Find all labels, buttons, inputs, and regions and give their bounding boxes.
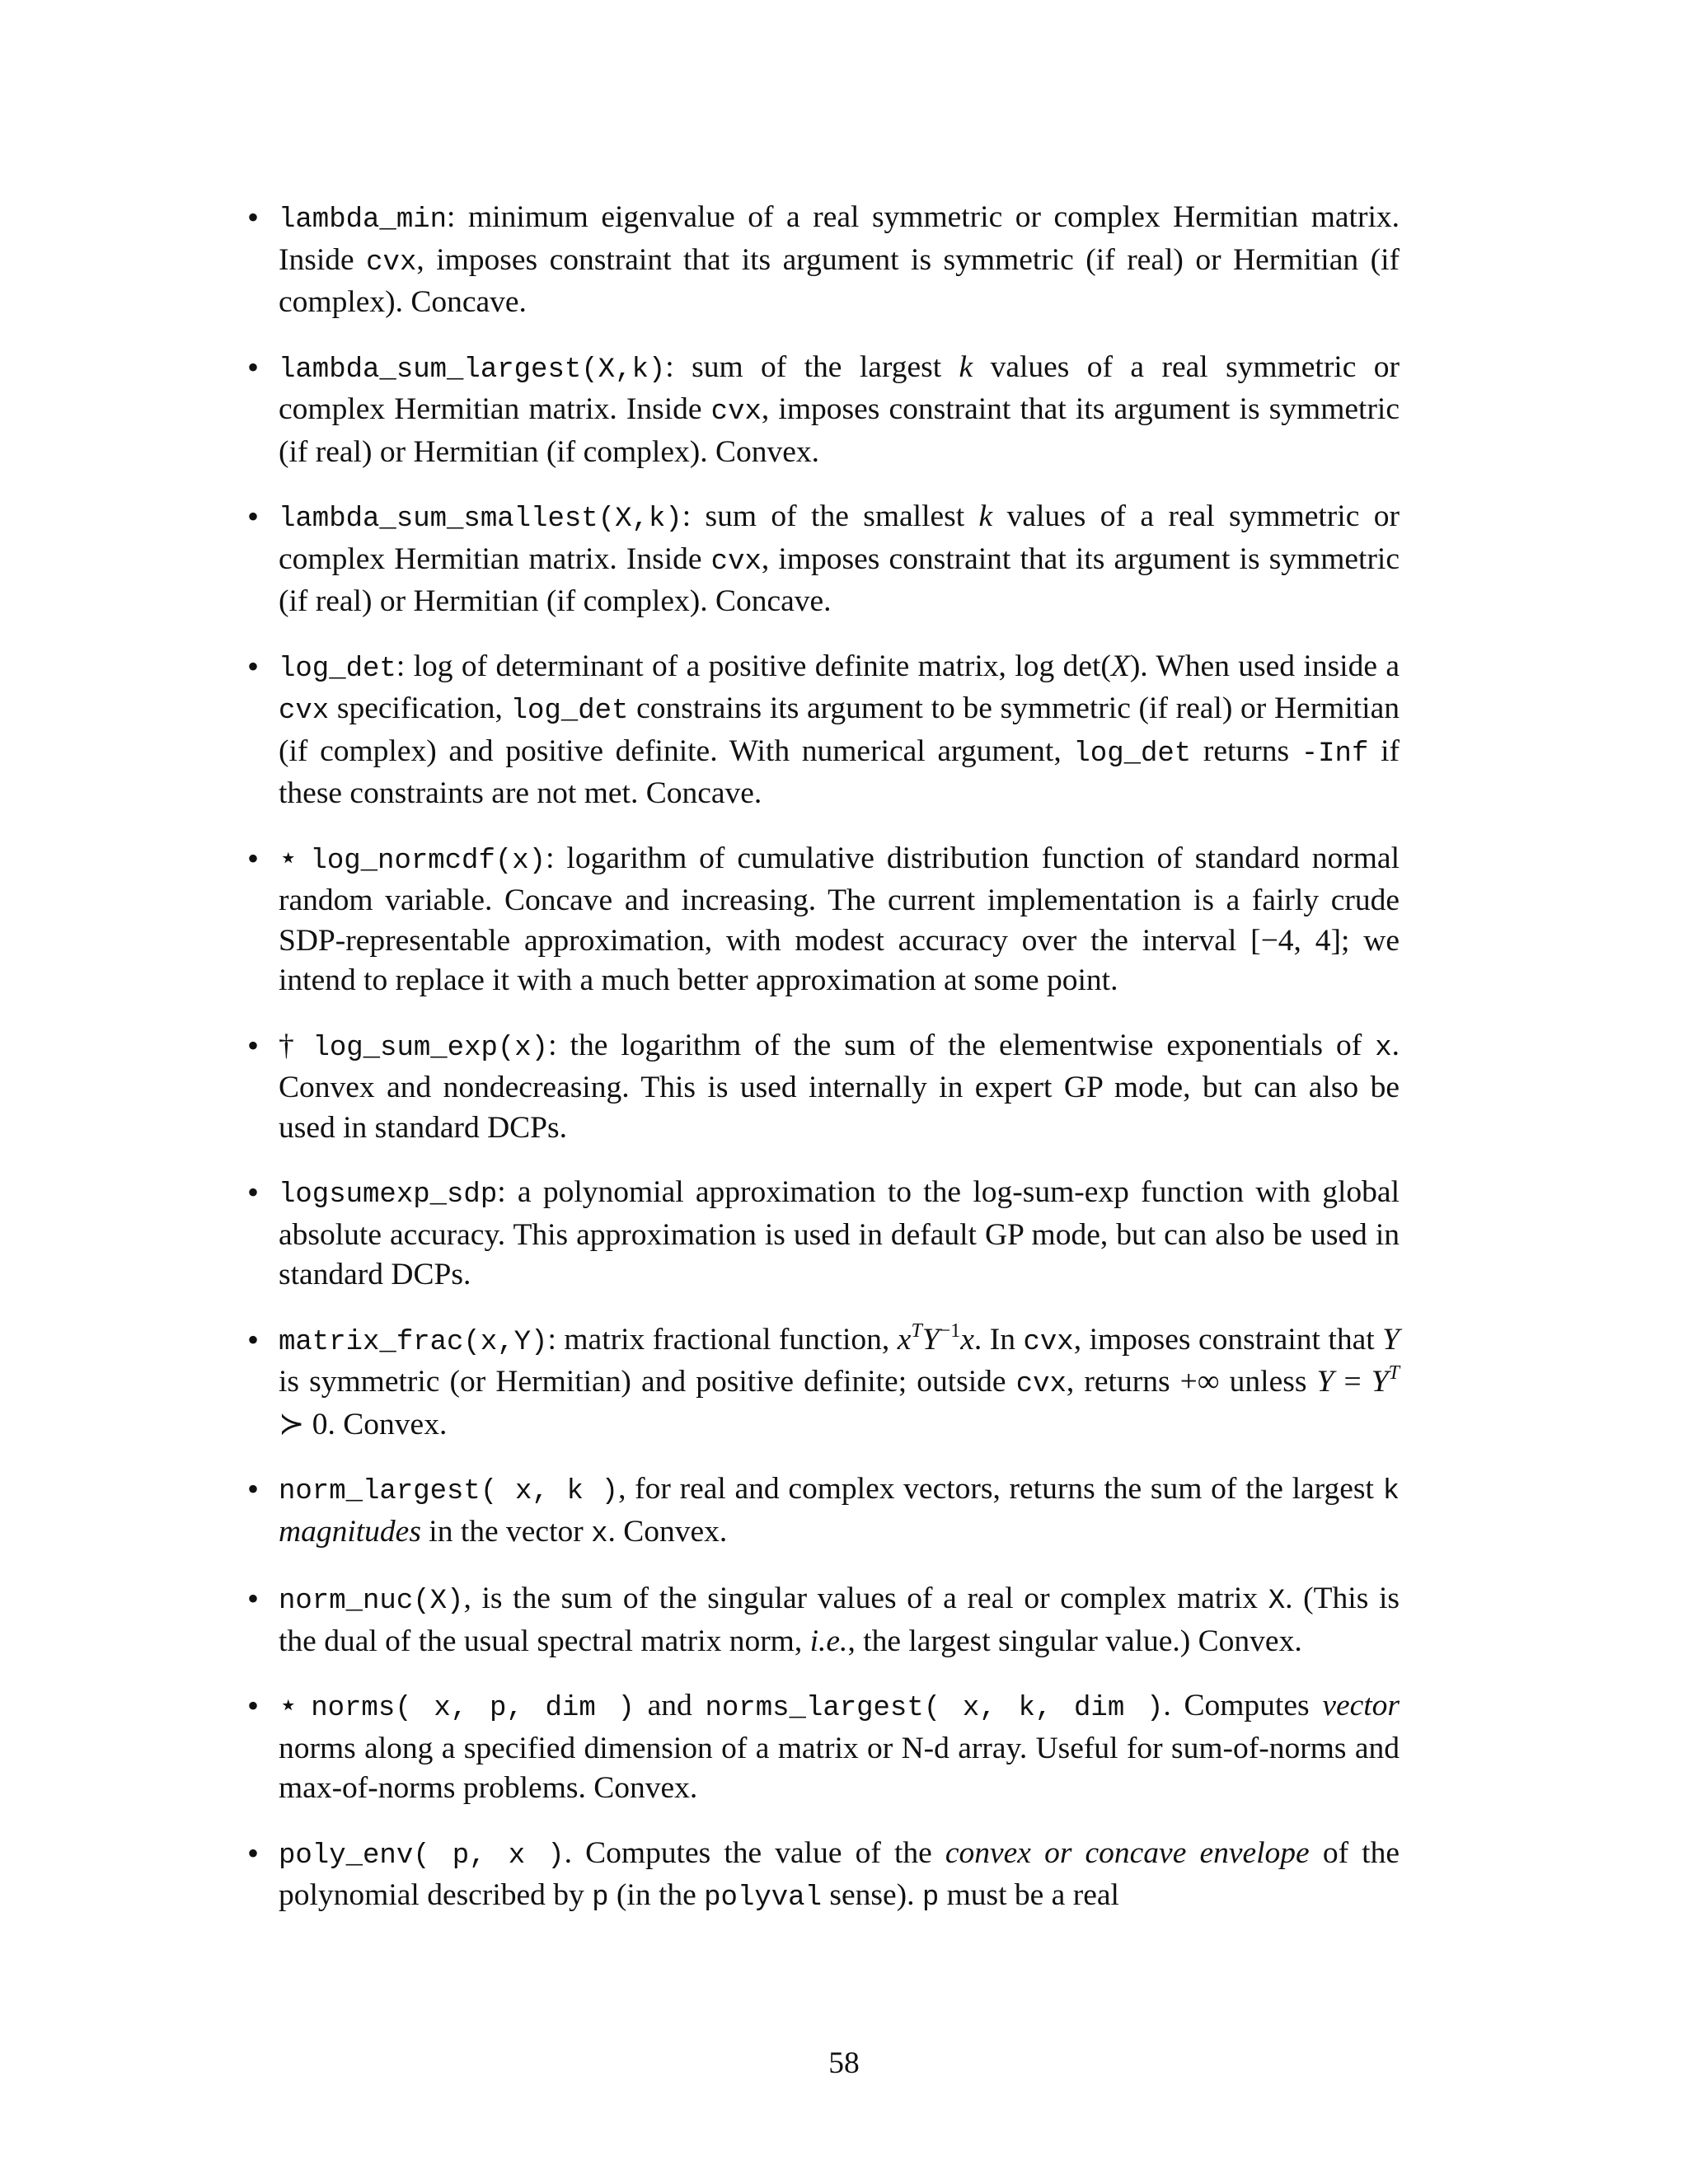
- list-item-matrix-frac: [247, 1319, 1400, 1446]
- function-name: poly_env( p, x ): [279, 1840, 565, 1872]
- function-name: norms_largest( x, k, dim ): [705, 1693, 1164, 1724]
- description-text: is symmetric (or Hermitian) and positive definite; outside: [279, 1365, 1016, 1399]
- bullet-icon: •: [247, 1834, 260, 1872]
- bullet-icon: •: [247, 199, 260, 236]
- code-cvx: cvx: [1023, 1326, 1074, 1358]
- math-expression: $Y = Y^T$ ≻ 0: [279, 1362, 1400, 1441]
- code-cvx: cvx: [366, 246, 417, 279]
- function-name: log_det: [279, 653, 396, 685]
- list-item-norm-nuc: [247, 1579, 1400, 1661]
- description-text: : sum of the largest: [665, 349, 959, 384]
- bullet-icon: •: [247, 498, 260, 535]
- emphasis-text: vector: [1322, 1689, 1400, 1722]
- description-text: of the polynomial described by: [279, 1835, 1400, 1912]
- code-log-det: log_det: [1073, 738, 1192, 770]
- list-item-log-normcdf: [247, 839, 1400, 1001]
- description-text: (in the: [608, 1878, 705, 1912]
- description-text: : minimum eigenvalue of a real symmetric or complex Hermitian matrix. Inside: [279, 200, 1400, 277]
- description-text: , the largest singular value.) Convex.: [847, 1624, 1302, 1658]
- description-text: , returns +∞ unless: [1066, 1365, 1317, 1399]
- description-text: , imposes constraint that its argument is symmetric (if real) or Hermitian (if complex). Concave.: [279, 242, 1400, 319]
- description-text: : sum of the smallest: [682, 499, 979, 533]
- list-item-lambda-sum-largest: [247, 348, 1400, 473]
- emphasis-text: convex or concave envelope: [945, 1835, 1310, 1870]
- dagger-icon: †: [279, 1028, 300, 1062]
- code-cvx: cvx: [1015, 1369, 1067, 1400]
- list-item-lambda-min: [247, 198, 1400, 323]
- description-text: values of a real symmetric or complex Hermitian matrix. Inside: [279, 349, 1400, 426]
- description-text: specification,: [329, 691, 511, 725]
- code-x: x: [1375, 1032, 1392, 1064]
- description-text: . Convex and nondecreasing. This is used internally in expert GP mode, but can also be used in standard DCPs.: [279, 1028, 1400, 1145]
- function-name: norms( x, p, dim ): [311, 1693, 635, 1724]
- bullet-icon: •: [247, 1174, 260, 1211]
- description-text: : log of determinant of a positive definite matrix, log det(: [396, 649, 1111, 683]
- page-number: 58: [828, 2046, 860, 2080]
- function-name: matrix_frac(x,Y): [279, 1326, 548, 1358]
- code-X: X: [1268, 1586, 1286, 1617]
- code-k: k: [1382, 1476, 1400, 1507]
- description-text: ). When used inside a: [1129, 649, 1400, 683]
- description-text: . In: [973, 1322, 1024, 1357]
- math-variable: k: [978, 499, 993, 533]
- bullet-icon: •: [247, 1687, 260, 1724]
- function-name: lambda_sum_smallest(X,k): [279, 504, 682, 535]
- description-text: . (This is the dual of the usual spectral matrix norm,: [279, 1582, 1400, 1658]
- description-text: norms along a specified dimension of a matrix or N-d array. Useful for sum-of-norms and max-of-norms problems. Convex.: [279, 1731, 1400, 1805]
- function-name: lambda_sum_largest(X,k): [279, 354, 666, 386]
- function-name: norm_nuc(X): [279, 1586, 464, 1617]
- code-x: x: [591, 1518, 608, 1550]
- function-name: lambda_min: [279, 204, 448, 236]
- description-text: : logarithm of cumulative distribution function of standard normal random variable. Concave and increasing. The current implementation is a fairly crude SDP-representable approximation, with modest accuracy over the interval [−4, 4]; we intend to replace it with a much better approximation at some point.: [279, 841, 1400, 997]
- description-text: . Convex.: [607, 1514, 728, 1549]
- emphasis-text: magnitudes: [279, 1514, 421, 1549]
- description-text: sense).: [821, 1878, 922, 1912]
- description-text: values of a real symmetric or complex Hermitian matrix. Inside: [279, 499, 1400, 576]
- code-polyval: polyval: [704, 1882, 822, 1914]
- code-log-det: log_det: [510, 696, 629, 727]
- description-text: must be a real: [939, 1878, 1119, 1912]
- description-text: , imposes constraint that its argument is symmetric (if real) or Hermitian (if complex). Convex.: [279, 392, 1400, 469]
- bullet-icon: •: [247, 839, 260, 877]
- math-variable: k: [959, 349, 973, 384]
- list-item-lambda-sum-smallest: [247, 497, 1400, 622]
- function-name: logsumexp_sdp: [279, 1179, 498, 1211]
- list-item-poly-env: [247, 1834, 1400, 1919]
- star-icon: ⋆: [279, 1689, 298, 1722]
- description-text: . Computes the value of the: [564, 1835, 945, 1870]
- bullet-icon: •: [247, 1470, 260, 1507]
- description-text: , for real and complex vectors, returns the sum of the largest: [618, 1472, 1383, 1506]
- function-name: log_sum_exp(x): [312, 1032, 549, 1064]
- bullet-icon: •: [247, 1320, 260, 1358]
- bullet-icon: •: [247, 1026, 260, 1064]
- description-text: and: [634, 1689, 706, 1722]
- function-name: norm_largest( x, k ): [279, 1476, 619, 1507]
- description-text: , imposes constraint that its argument is symmetric (if real) or Hermitian (if complex). Concave.: [279, 541, 1400, 618]
- description-text: , imposes constraint that: [1073, 1322, 1383, 1357]
- list-item-logsumexp-sdp: [247, 1173, 1400, 1296]
- emphasis-text: i.e.: [809, 1624, 848, 1658]
- star-icon: ⋆: [279, 841, 298, 875]
- description-text: if these constraints are not met. Concave.: [279, 733, 1400, 810]
- description-text: : a polynomial approximation to the log-sum-exp function with global absolute accuracy. This approximation is used in default GP mode, but can also be used in standard DCPs.: [279, 1175, 1400, 1291]
- description-text: . Convex.: [327, 1407, 448, 1441]
- function-list: [247, 198, 1400, 1943]
- description-text: : matrix fractional function,: [547, 1322, 898, 1357]
- function-name: log_normcdf(x): [310, 845, 546, 877]
- code-neg-inf: -Inf: [1301, 738, 1369, 770]
- description-text: . Computes: [1163, 1689, 1323, 1722]
- description-text: : the logarithm of the sum of the elementwise exponentials of: [548, 1028, 1376, 1062]
- bullet-icon: •: [247, 647, 260, 685]
- list-item-norm-largest: [247, 1469, 1400, 1554]
- description-text: returns: [1191, 733, 1301, 768]
- description-text: constrains its argument to be symmetric (if real) or Hermitian (if complex) and positive definite. With numerical argument,: [279, 691, 1400, 768]
- list-item-norms: [247, 1686, 1400, 1809]
- list-item-log-det: [247, 647, 1400, 814]
- math-expression: $x^TY^{-1}x$: [897, 1319, 974, 1357]
- list-item-log-sum-exp: [247, 1026, 1400, 1149]
- code-cvx: cvx: [710, 546, 762, 578]
- code-cvx: cvx: [279, 696, 330, 727]
- code-cvx: cvx: [710, 396, 762, 428]
- math-variable: X: [1110, 649, 1130, 683]
- bullet-icon: •: [247, 348, 260, 386]
- description-text: in the vector: [420, 1514, 592, 1549]
- code-p: p: [592, 1882, 609, 1914]
- code-p: p: [921, 1882, 940, 1914]
- math-variable: Y: [1382, 1322, 1400, 1357]
- bullet-icon: •: [247, 1580, 260, 1617]
- description-text: , is the sum of the singular values of a real or complex matrix: [463, 1582, 1268, 1615]
